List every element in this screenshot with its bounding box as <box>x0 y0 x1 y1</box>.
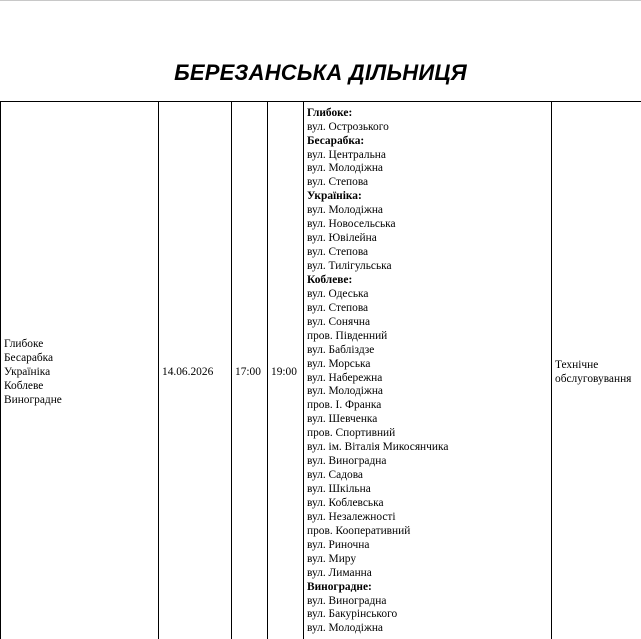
settlement-item: Бесарабка <box>4 351 54 364</box>
settlement-heading: Коблеве: <box>307 273 353 286</box>
street-item: вул. Шкільна <box>307 483 371 495</box>
street-item: вул. Ювілейна <box>307 232 377 245</box>
settlements-cell <box>1 102 159 639</box>
settlement-heading: Глибоке: <box>307 106 353 119</box>
street-item: вул. Степова <box>307 246 369 259</box>
street-item: вул. Миру <box>307 552 357 565</box>
street-item: вул. Коблевська <box>307 496 384 509</box>
time-from-cell: 17:00 <box>232 102 268 639</box>
street-item: вул. Одеська <box>307 287 369 300</box>
street-item: вул. Виноградна <box>307 594 387 607</box>
street-item: пров. Кооперативний <box>307 524 411 537</box>
street-item: вул. Лиманна <box>307 566 372 579</box>
settlement-heading: Україніка: <box>307 190 362 203</box>
streets-list <box>307 107 548 637</box>
street-item: вул. Молодіжна <box>307 204 383 217</box>
time-to-cell: 19:00 <box>268 102 304 639</box>
street-item: вул. Садова <box>307 469 363 482</box>
street-item: вул. Молодіжна <box>307 385 383 398</box>
street-item: вул. Острозького <box>307 120 389 133</box>
street-item: вул. Риночна <box>307 538 370 551</box>
settlement-item: Коблеве <box>4 379 44 392</box>
street-item: вул. Набережна <box>307 371 383 384</box>
street-item: вул. Бакурінського <box>307 608 398 621</box>
street-item: вул. Морська <box>307 357 371 370</box>
settlement-item: Глибоке <box>4 337 44 350</box>
street-item: вул. Бабліздзе <box>307 343 375 356</box>
settlements-list <box>4 337 155 407</box>
settlement-heading: Бесарабка: <box>307 134 365 147</box>
date-cell: 14.06.2026 <box>159 102 232 639</box>
street-item: пров. Південний <box>307 329 388 342</box>
street-item: вул. Шевченка <box>307 413 378 426</box>
street-item: вул. Молодіжна <box>307 162 383 175</box>
settlement-item: Україніка <box>4 365 51 378</box>
street-item: вул. Молодіжна <box>307 622 383 635</box>
street-item: пров. І. Франка <box>307 399 382 412</box>
street-item: вул. Сонячна <box>307 315 371 328</box>
reason-cell <box>552 102 641 639</box>
street-item: вул. Степова <box>307 176 369 189</box>
outage-table <box>0 101 641 639</box>
page-title: БЕРЕЗАНСЬКА ДІЛЬНИЦЯ <box>174 60 467 85</box>
street-item: вул. Степова <box>307 301 369 314</box>
settlement-heading: Виноградне: <box>307 580 372 593</box>
street-item: вул. Незалежності <box>307 510 396 523</box>
table-row <box>1 102 641 639</box>
street-item: пров. Спортивний <box>307 427 396 440</box>
reason-text: Технічне обслуговування <box>555 358 632 385</box>
streets-cell <box>304 102 552 639</box>
top-divider <box>0 0 641 1</box>
settlement-item: Виноградне <box>4 393 62 406</box>
street-item: вул. ім. Віталія Микосянчика <box>307 441 449 454</box>
street-item: вул. Тилігульська <box>307 260 392 272</box>
street-item: вул. Новосельська <box>307 218 396 231</box>
street-item: вул. Виноградна <box>307 455 387 468</box>
street-item: вул. Центральна <box>307 148 386 161</box>
